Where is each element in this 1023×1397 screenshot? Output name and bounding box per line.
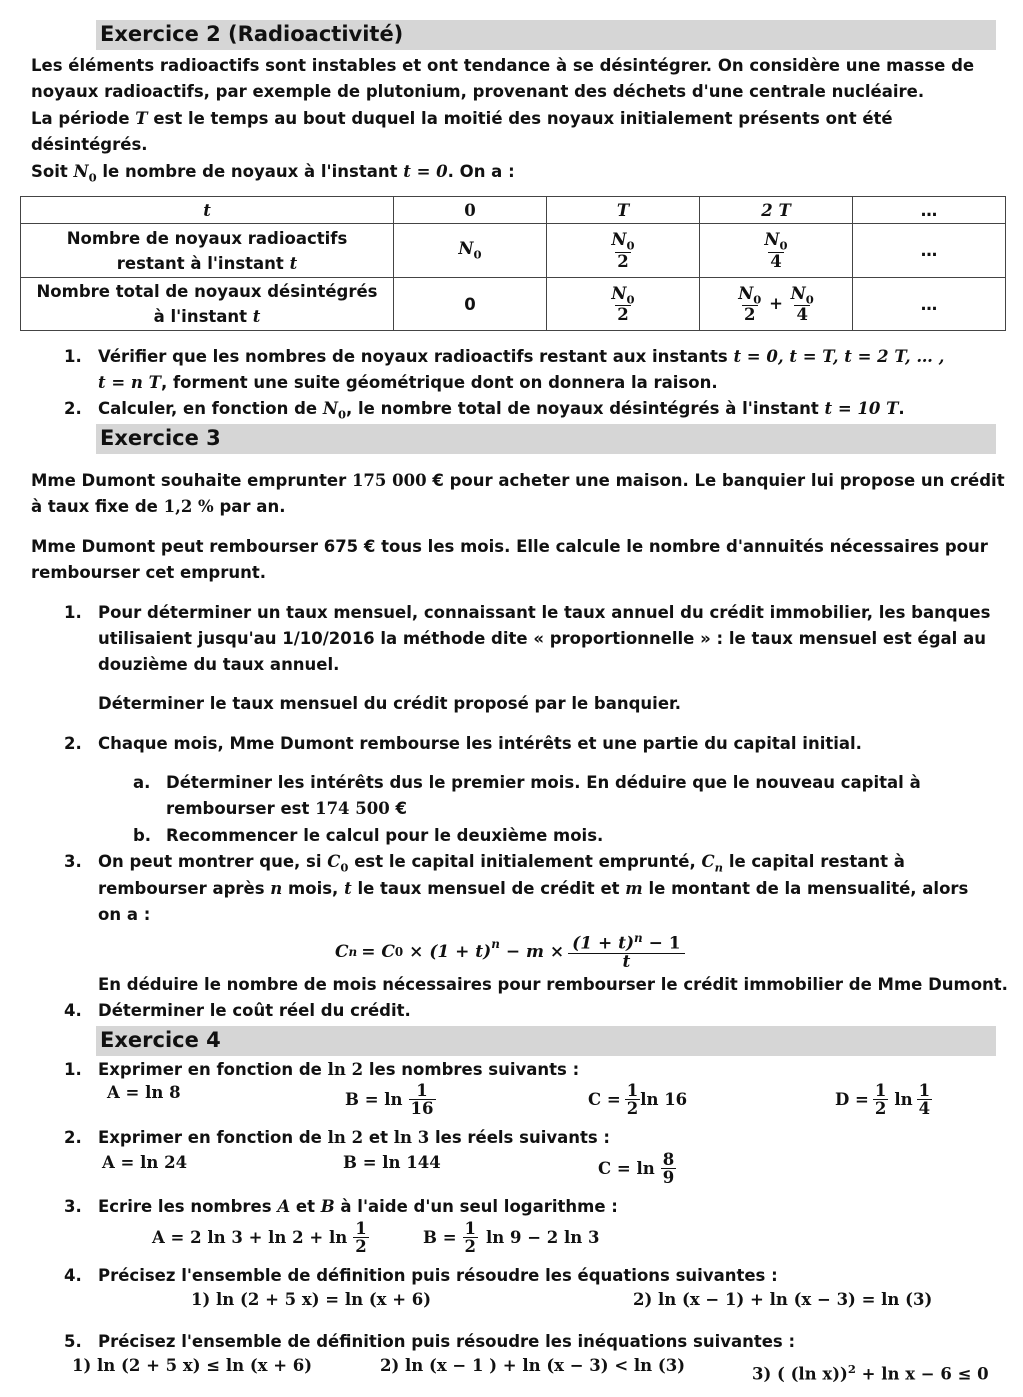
ex3-p1-line2: à taux fixe de 1,2 % par an. [31,497,286,516]
ex4-q1: Exprimer en fonction de ln 2 les nombres suivants : [98,1060,580,1079]
table-header: T [547,197,700,224]
fraction: $\frac{N_0}{4}$ [764,230,788,271]
table-header: … [853,197,1006,224]
fraction: $\frac{1}{2}$ [355,1219,367,1257]
table-cell [547,278,700,331]
table-row [21,224,1006,278]
table-header: 2 T [700,197,853,224]
ex4-q3-A: A = 2 ln 3 + ln 2 + ln $\frac{1}{2}$ [152,1219,367,1257]
ex4-q1-A: A = ln 8 [107,1083,181,1102]
ex2-q2: Calculer, en fonction de $N_0$, le nombre total de noyaux désintégrés à l'instant t = 10 T. [98,399,905,422]
table-header: 0 [394,197,547,224]
table-cell: $N_0$ [394,224,547,278]
table-row [21,278,1006,331]
ex2-intro [31,53,993,190]
ex4-q2: Exprimer en fonction de ln 2 et ln 3 les réels suivants : [98,1128,611,1147]
question-number: 2. [64,734,82,753]
fraction: $\frac{(1 + t)^n - 1}{t}$ [570,932,682,972]
table-cell [700,224,853,278]
ex4-q2-A: A = ln 24 [102,1153,188,1172]
ex3-q3-line3: on a : [98,905,151,924]
ex2-line: noyaux radioactifs, par exemple de plutonium, provenant des déchets d'une centrale nucléaire. [31,82,925,102]
ex4-q3: Ecrire les nombres A et B à l'aide d'un seul logarithme : [98,1197,618,1216]
ex4-q4-eq1: 1) ln (2 + 5 x) = ln (x + 6) [191,1290,432,1309]
question-number: 2. [64,399,82,418]
table-cell: 0 [394,278,547,331]
section-header-ex3 [96,424,996,454]
section-title-ex4: Exercice 4 [100,1028,221,1052]
ex3-q1-line2: utilisaient jusqu'au 1/10/2016 la méthode dite « proportionnelle » : le taux mensuel est égal au [98,629,986,648]
ex4-q2-B: B = ln 144 [343,1153,441,1172]
fraction: $\frac{1}{2}$ [874,1081,887,1119]
ex4-q1-D: D = $\frac{1}{2}$ ln $\frac{1}{4}$ [835,1081,931,1119]
fraction: $\frac{1}{16}$ [410,1081,434,1119]
question-number: 3. [64,1197,82,1216]
section-header-ex4 [96,1026,996,1056]
question-number: 4. [64,1266,82,1285]
question-number: 3. [64,852,82,871]
table-cell: … [853,224,1006,278]
fraction: $\frac{N_0}{2}$ [611,283,635,325]
fraction: $\frac{1}{2}$ [464,1219,476,1257]
ex2-q1-line2: t = n T, forment une suite géométrique dont on donnera la raison. [98,373,718,392]
ex3-q2b: Recommencer le calcul pour le deuxième mois. [166,826,604,845]
table-cell: $\frac{N_0}{2}$ + $\frac{N_0}{4}$ [700,278,853,331]
section-title-ex2: Exercice 2 (Radioactivité) [100,22,404,46]
question-number: 1. [64,1060,82,1079]
ex4-q5-ineq3: 3) ( (ln x))$^2$ + ln x − 6 ≤ 0 [752,1362,989,1384]
fraction: $\frac{N_0}{2}$ [611,230,635,271]
sub-question-number: a. [133,773,151,792]
ex4-q5-ineq2: 2) ln (x − 1 ) + ln (x − 3) < ln (3) [380,1356,686,1375]
fraction: $\frac{1}{4}$ [918,1081,931,1119]
ex2-line: Les éléments radioactifs sont instables et ont tendance à se désintégrer. On considère une masse de [31,56,975,75]
table-row [21,197,1006,224]
ex3-p2-line1: Mme Dumont peut rembourser 675 € tous les mois. Elle calcule le nombre d'annuités nécessaires pour [31,537,988,556]
ex3-q3-line4: En déduire le nombre de mois nécessaires pour rembourser le crédit immobilier de Mme Dumont. [98,975,1008,994]
question-number: 5. [64,1332,82,1351]
table-cell: Nombre total de noyaux désintégrés à l'instant t [21,278,394,331]
ex4-q5: Précisez l'ensemble de définition puis résoudre les inéquations suivantes : [98,1332,796,1351]
ex3-q2: Chaque mois, Mme Dumont rembourse les intérêts et une partie du capital initial. [98,734,862,753]
ex3-q3-line2: rembourser après n mois, t le taux mensuel de crédit et m le montant de la mensualité, alors [98,879,969,898]
table-cell [547,224,700,278]
ex3-q1-line3: douzième du taux annuel. [98,655,340,674]
section-header-ex2 [96,20,996,50]
fraction: $\frac{8}{9}$ [662,1150,675,1188]
radioactivity-table [20,196,1006,331]
table-cell: Nombre de noyaux radioactifs restant à l'instant t [21,224,394,278]
ex3-q2a-line1: Déterminer les intérêts dus le premier mois. En déduire que le nouveau capital à [166,773,921,792]
ex2-q1-line1: Vérifier que les nombres de noyaux radioactifs restant aux instants t = 0, t = T, t = 2 T, … , [98,347,945,366]
ex3-q3-line1: On peut montrer que, si $C_0$ est le capital initialement emprunté, $C_n$ le capital restant à [98,852,905,875]
ex4-q4-eq2: 2) ln (x − 1) + ln (x − 3) = ln (3) [633,1290,933,1309]
ex4-q2-C: C = ln $\frac{8}{9}$ [598,1150,675,1188]
fraction: $\frac{1}{2}$ [626,1081,639,1119]
ex2-line: désintégrés. [31,135,148,155]
ex2-line: La période T est le temps au bout duquel la moitié des noyaux initialement présents ont été [31,108,893,128]
ex4-q5-ineq1: 1) ln (2 + 5 x) ≤ ln (x + 6) [72,1356,313,1375]
fraction: $\frac{N_0}{2}$ [738,283,762,325]
sub-question-number: b. [133,826,152,845]
section-title-ex3: Exercice 3 [100,426,221,450]
ex3-p1-line1: Mme Dumont souhaite emprunter 175 000 € pour acheter une maison. Le banquier lui propose un crédit [31,471,1005,490]
ex3-q2a-line2: rembourser est 174 500 € [166,799,407,818]
question-number: 1. [64,347,82,366]
question-number: 2. [64,1128,82,1147]
table-cell: … [853,278,1006,331]
ex2-line: Soit $N_0$ le nombre de noyaux à l'instant t = 0. On a : [31,161,515,184]
ex4-q3-B: B = $\frac{1}{2}$ ln 9 − 2 ln 3 [423,1219,600,1257]
ex4-q1-B: B = ln $\frac{1}{16}$ [345,1081,434,1119]
ex3-p2-line2: rembourser cet emprunt. [31,563,267,582]
ex4-q4: Précisez l'ensemble de définition puis résoudre les équations suivantes : [98,1266,778,1285]
ex3-q1-line1: Pour déterminer un taux mensuel, connaissant le taux annuel du crédit immobilier, les banques [98,603,991,622]
table-header: t [21,197,394,224]
ex4-q1-C: C = $\frac{1}{2}$ ln 16 [588,1081,688,1119]
question-number: 4. [64,1001,82,1020]
fraction: $\frac{N_0}{4}$ [790,283,814,325]
credit-formula: C n = C 0 × (1 + t) $^n$ − m × $\frac{(1 + t)^n - 1}{t}$ [335,925,683,979]
question-number: 1. [64,603,82,622]
ex3-q1-line4: Déterminer le taux mensuel du crédit proposé par le banquier. [98,694,682,713]
ex3-q4: Déterminer le coût réel du crédit. [98,1001,411,1020]
